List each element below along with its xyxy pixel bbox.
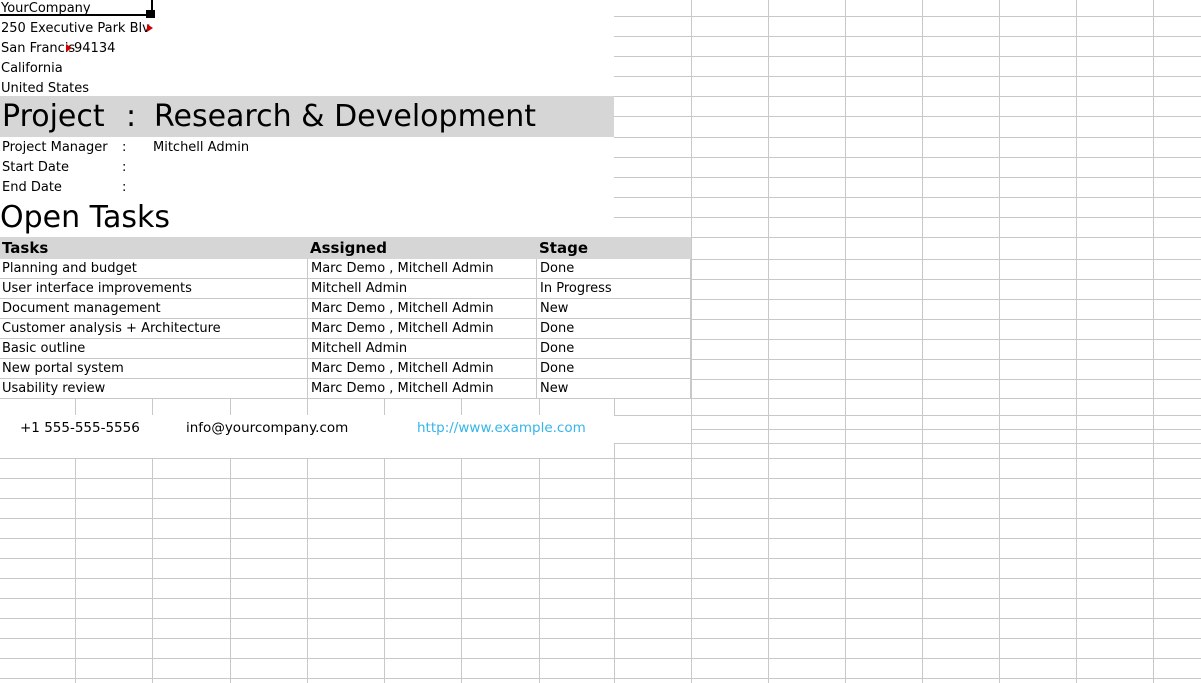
gridline [0,618,1201,619]
start-date-label: Start Date [2,160,69,175]
gridline [152,398,153,415]
gridline [0,658,1201,659]
gridline [0,518,1201,519]
gridline [614,157,1201,158]
gridline [614,415,1201,416]
company-state-cell[interactable]: California [1,61,63,76]
gridline [539,458,540,683]
start-date-separator: : [122,160,127,175]
gridline [384,398,385,415]
task-row[interactable] [0,359,691,379]
text-overflow-arrow-icon [66,44,72,52]
gridline [614,177,1201,178]
project-label: Project [2,99,105,134]
task-name-cell[interactable]: Planning and budget [2,261,137,276]
task-row[interactable] [0,259,691,279]
gridline [1153,0,1154,683]
task-assigned-cell[interactable]: Marc Demo , Mitchell Admin [307,379,536,398]
gridline [614,16,1201,17]
task-row[interactable] [0,299,691,319]
text-overflow-arrow-icon [147,24,153,32]
gridline [614,443,615,683]
footer-phone[interactable]: +1 555-555-5556 [20,420,140,436]
gridline [0,578,1201,579]
end-date-row[interactable] [0,179,614,197]
gridline [0,538,1201,539]
gridline [614,96,1201,97]
task-stage-cell[interactable]: In Progress [536,279,691,298]
task-row[interactable] [0,339,691,359]
gridline [999,0,1000,683]
gridline [230,398,231,415]
task-row[interactable] [0,319,691,339]
task-assigned-cell[interactable]: Marc Demo , Mitchell Admin [307,359,536,378]
gridline [384,458,385,683]
gridline [922,0,923,683]
cell-cursor [0,0,153,16]
task-stage-cell[interactable]: Done [536,319,691,338]
company-city-cell[interactable]: San Francis [1,41,76,56]
gridline [152,458,153,683]
company-zip-cell[interactable]: 94134 [74,41,116,56]
project-manager-separator: : [122,140,127,155]
gridline [614,443,1201,444]
gridline [75,398,76,415]
task-assigned-cell[interactable]: Marc Demo , Mitchell Admin [307,259,536,278]
gridline [307,398,308,415]
footer-website-link[interactable]: http://www.example.com [417,420,586,436]
task-stage-cell[interactable]: Done [536,259,691,278]
project-manager-row[interactable] [0,139,614,157]
gridline [0,638,1201,639]
gridline [0,598,1201,599]
task-stage-cell[interactable]: New [536,379,691,398]
gridline [614,137,1201,138]
gridline [691,0,692,683]
task-stage-cell[interactable]: New [536,299,691,318]
task-name-cell[interactable]: Document management [2,301,161,316]
project-name: Research & Development [154,99,537,134]
fill-handle[interactable] [146,10,155,18]
task-name-cell[interactable]: Usability review [2,381,106,396]
gridline [1076,0,1077,683]
task-assigned-cell[interactable]: Mitchell Admin [307,339,536,358]
task-stage-cell[interactable]: Done [536,339,691,358]
gridline [307,458,308,683]
gridline [614,76,1201,77]
task-name-cell[interactable]: User interface improvements [2,281,192,296]
company-country-cell[interactable]: United States [1,81,90,96]
task-row[interactable] [0,279,691,299]
gridline [75,458,76,683]
task-name-cell[interactable]: Customer analysis + Architecture [2,321,221,336]
footer-email[interactable]: info@yourcompany.com [186,420,349,436]
end-date-separator: : [122,180,127,195]
gridline [614,36,1201,37]
gridline [0,478,1201,479]
gridline [614,217,1201,218]
open-tasks-table [0,237,691,399]
open-tasks-title: Open Tasks [0,200,171,235]
gridline [614,56,1201,57]
gridline [230,458,231,683]
company-name-cell[interactable]: YourCompany [1,1,91,16]
task-row[interactable] [0,379,691,399]
column-header-tasks[interactable]: Tasks [2,239,49,257]
gridline [539,398,540,415]
gridline [0,678,1201,679]
task-assigned-cell[interactable]: Marc Demo , Mitchell Admin [307,299,536,318]
task-stage-cell[interactable]: Done [536,359,691,378]
company-street-cell[interactable]: 250 Executive Park Blv [1,21,150,36]
task-table-header-row[interactable] [0,237,691,259]
gridline [614,116,1201,117]
column-header-assigned[interactable]: Assigned [310,239,387,257]
task-name-cell[interactable]: Basic outline [2,341,86,356]
task-assigned-cell[interactable]: Marc Demo , Mitchell Admin [307,319,536,338]
start-date-row[interactable] [0,159,614,177]
gridline [461,458,462,683]
gridline [0,498,1201,499]
gridline [768,0,769,683]
project-manager-label: Project Manager [2,140,108,155]
gridline [461,398,462,415]
column-header-stage[interactable]: Stage [539,239,589,257]
task-name-cell[interactable]: New portal system [2,361,124,376]
project-manager-value: Mitchell Admin [153,140,250,155]
gridline [845,0,846,683]
gridline [0,458,1201,459]
task-assigned-cell[interactable]: Mitchell Admin [307,279,536,298]
project-header-band[interactable] [0,96,614,137]
end-date-label: End Date [2,180,62,195]
project-separator: : [126,99,137,134]
gridline [614,197,1201,198]
gridline [0,558,1201,559]
gridline [614,398,615,415]
